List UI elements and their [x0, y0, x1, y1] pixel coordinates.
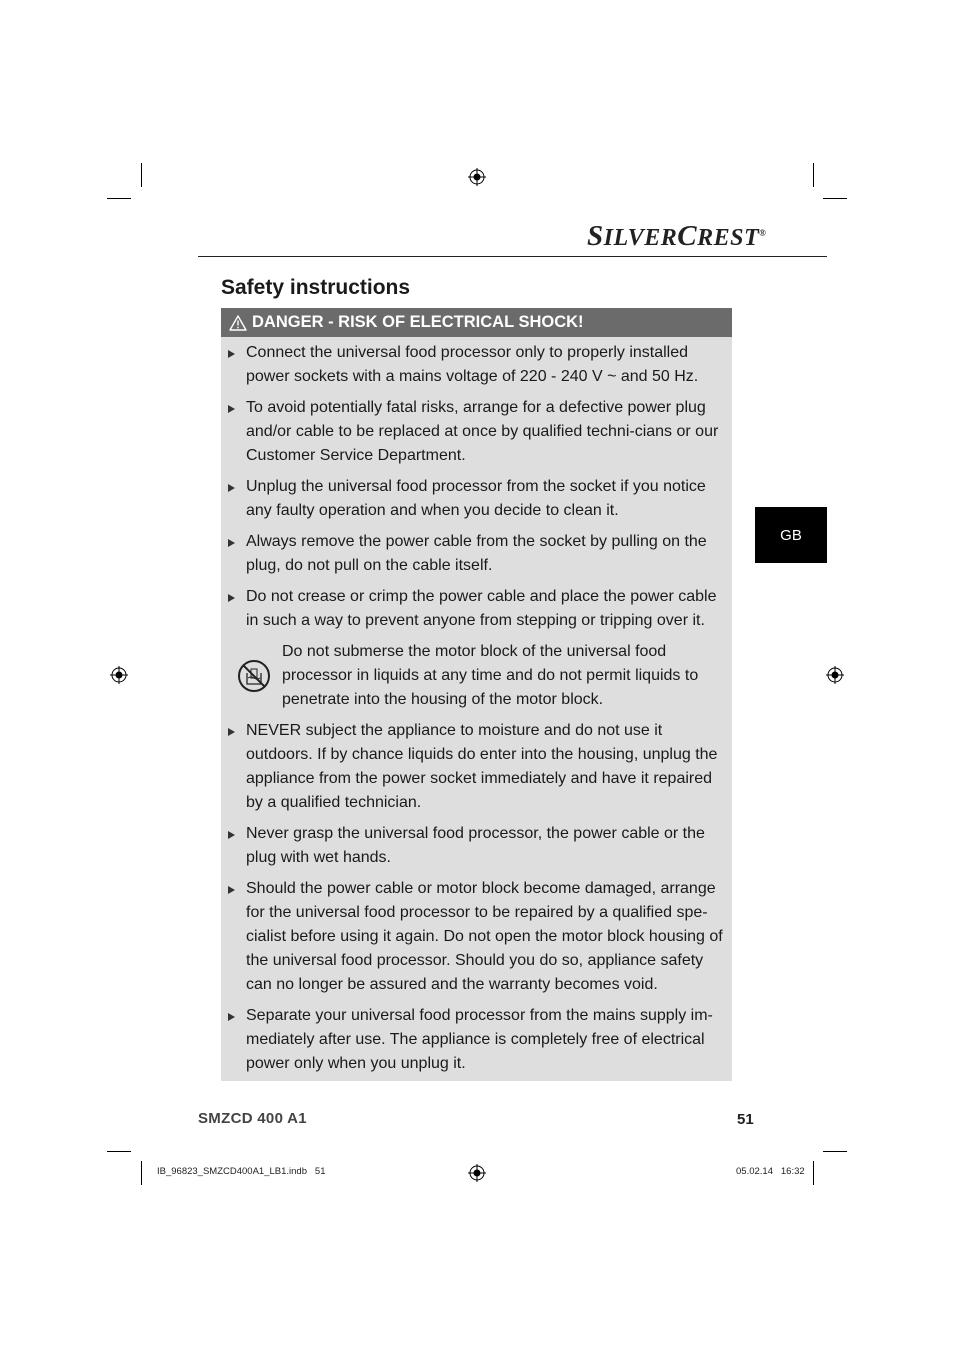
list-item: [221, 1004, 732, 1076]
icon-note-text: Do not submerse the motor block of the universal food processor in liquids at any time and do not permit liquids to penetrate into the housing of the motor block.: [282, 643, 699, 708]
crop-mark: [823, 198, 847, 199]
arrow-bullet-icon: [228, 1013, 235, 1021]
page-number: 51: [737, 1111, 754, 1128]
brand-text: REST: [697, 225, 760, 251]
list-item: [221, 877, 732, 997]
model-number: SMZCD 400 A1: [198, 1110, 307, 1127]
danger-list: [221, 341, 732, 1083]
crop-mark: [141, 1161, 142, 1185]
list-item-text: Do not crease or crimp the power cable and place the power cable in such a way to prevent anyone from stepping or tripping over it.: [246, 588, 717, 629]
arrow-bullet-icon: [228, 484, 235, 492]
registration-mark-icon: [826, 666, 844, 684]
list-item-text: Always remove the power cable from the socket by pulling on the plug, do not pull on the cable itself.: [246, 533, 707, 574]
crop-mark: [141, 163, 142, 187]
arrow-bullet-icon: [228, 728, 235, 736]
language-tab: GB: [755, 507, 827, 563]
list-item-text: Unplug the universal food processor from the socket if you notice any faulty operation and when you decide to clean it.: [246, 478, 706, 519]
print-slug-file: IB_96823_SMZCD400A1_LB1.indb 51: [157, 1166, 326, 1177]
icon-note: [221, 640, 732, 712]
list-item-text: Connect the universal food processor only to properly installed power sockets with a mains voltage of 220 - 240 V ~ and 50 Hz.: [246, 344, 699, 385]
list-item: [221, 530, 732, 578]
list-item-text: To avoid potentially fatal risks, arrange for a defective power plug and/or cable to be replaced at once by qualified techni-cians or our Customer Service Department.: [246, 399, 719, 464]
crop-mark: [823, 1151, 847, 1152]
header-divider: [198, 256, 827, 257]
danger-header: [221, 308, 732, 337]
brand-letter: S: [587, 220, 604, 252]
warning-triangle-icon: [229, 315, 247, 331]
arrow-bullet-icon: [228, 594, 235, 602]
arrow-bullet-icon: [228, 539, 235, 547]
crop-mark: [813, 1161, 814, 1185]
list-item: [221, 719, 732, 815]
crop-mark: [813, 163, 814, 187]
crop-mark: [107, 198, 131, 199]
brand-logo: [587, 220, 766, 253]
brand-text: ILVER: [603, 225, 678, 251]
list-item-text: Separate your universal food processor from the mains supply im-mediately after use. The appliance is completely free of electrical power only when you unplug it.: [246, 1007, 713, 1072]
list-item: [221, 396, 732, 468]
danger-panel: [221, 308, 732, 1081]
list-item-text: NEVER subject the appliance to moisture and do not use it outdoors. If by chance liquids do enter into the housing, unplug the appliance from the power socket immediately and have it repaired by a qualified technician.: [246, 722, 718, 811]
no-submerse-icon: [237, 659, 271, 693]
list-item-text: Should the power cable or motor block become damaged, arrange for the universal food processor to be repaired by a qualified spe-cialist before using it again. Do not open the motor block housing of the universal food processor. Should you do so, appliance safety can no longer be assured and the warranty becomes void.: [246, 880, 723, 993]
list-item-text: Never grasp the universal food processor, the power cable or the plug with wet hands.: [246, 825, 705, 866]
list-item: [221, 822, 732, 870]
arrow-bullet-icon: [228, 350, 235, 358]
registration-mark-icon: [110, 666, 128, 684]
list-item: [221, 475, 732, 523]
list-item: [221, 585, 732, 633]
page-title: Safety instructions: [221, 276, 411, 299]
list-item: [221, 341, 732, 389]
registration-mark-icon: [468, 168, 486, 186]
arrow-bullet-icon: [228, 405, 235, 413]
arrow-bullet-icon: [228, 886, 235, 894]
danger-header-text: DANGER - RISK OF ELECTRICAL SHOCK!: [252, 313, 584, 331]
print-slug-date: 05.02.14 16:32: [736, 1166, 805, 1177]
crop-mark: [107, 1151, 131, 1152]
arrow-bullet-icon: [228, 831, 235, 839]
registered-mark: ®: [759, 228, 767, 238]
brand-letter: C: [677, 220, 698, 252]
registration-mark-icon: [468, 1164, 486, 1182]
